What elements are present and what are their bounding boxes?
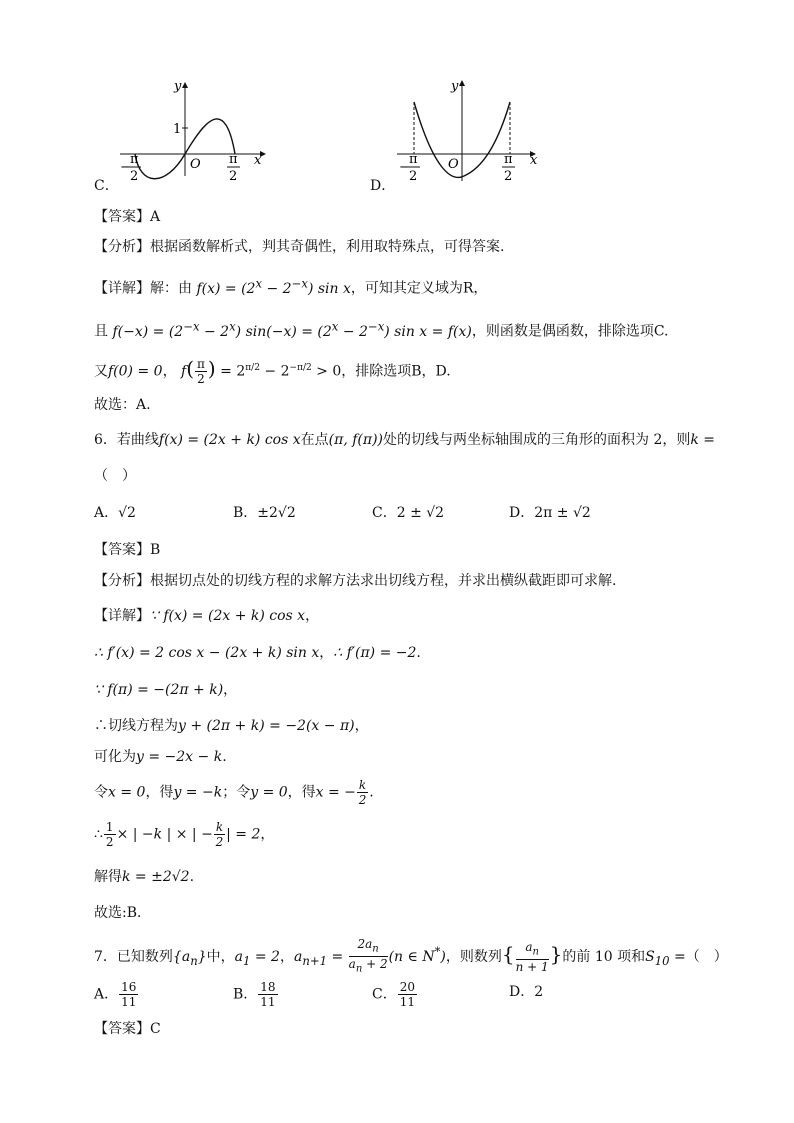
q5-p2e: x: [229, 319, 236, 333]
q6-stem: [94, 430, 715, 450]
q7-eq-paren: =（ ）: [669, 948, 728, 965]
q6-d5b: y = −2x − k: [136, 749, 223, 765]
q6-d8-end: .: [189, 869, 195, 885]
q7-recur: [293, 937, 446, 975]
q7-term-num: [516, 940, 549, 960]
q5-p1: f(−x) = (2: [112, 323, 184, 340]
graph-d-minus: −: [399, 160, 410, 175]
q7-den-a: a: [348, 957, 356, 972]
graph-c-pos-two: 2: [229, 169, 238, 184]
q7-a1-val: = 2: [250, 948, 280, 965]
q6-analysis-tag: 【分析】: [94, 572, 150, 588]
q5-p3e: x: [331, 319, 339, 333]
q7-term-den: n + 1: [515, 960, 549, 975]
q7-option-b: [233, 980, 279, 1009]
q5-rparen: ): [207, 356, 216, 381]
q5-f1b: − 2: [262, 280, 292, 297]
q6-d6g: ，得: [287, 784, 316, 801]
q7-num-sub: n: [372, 943, 379, 955]
q7-an1-sub: n+1: [302, 953, 328, 968]
q6-answer-tag: 【答案】: [94, 541, 150, 557]
graph-c-origin: O: [190, 157, 201, 172]
graph-c-y-label: y: [174, 79, 182, 94]
q7-an1: a: [293, 948, 303, 965]
graph-option-c: [110, 76, 280, 186]
q5-analysis-tag: 【分析】: [94, 238, 150, 254]
graph-c-one-label: 1: [173, 122, 182, 137]
q5-f1b-exp: −x: [291, 276, 308, 290]
q7-seq-sub: n: [190, 953, 198, 968]
q6-d3: ∵ f(π) = −(2π + k): [94, 682, 224, 698]
q6-k-den: 2: [358, 793, 367, 807]
graph-d-y-label: y: [451, 79, 459, 94]
q7-option-a-num: 16: [121, 980, 137, 994]
q6-d8a: 解得: [94, 869, 122, 885]
q6-d6c: ，得: [145, 784, 174, 801]
q6-option-d-value: 2π ± √2: [534, 505, 591, 521]
q7-comma: ，: [279, 948, 294, 965]
q5-f: f: [181, 363, 187, 380]
q7-option-b-label: B．: [233, 986, 258, 1003]
q5-pi-half: [195, 357, 207, 386]
q6-detail-3: [94, 680, 237, 700]
q7-option-c-num: 20: [399, 980, 415, 994]
q7-a1: [234, 948, 280, 968]
q7-term-sub: n: [532, 946, 539, 958]
q5-conclusion: 故选：A.: [94, 397, 151, 413]
graph-c-neg-two: 2: [130, 169, 139, 184]
q7-num-a: 2a: [357, 937, 373, 951]
q6-d7c: | = 2: [226, 826, 261, 843]
q5-comma: ，: [162, 363, 177, 380]
q5-f1: f(x) = (2: [196, 280, 256, 297]
graph-c-option-label: C．: [94, 178, 119, 194]
q6-k: k: [690, 432, 699, 448]
graph-d-origin: O: [448, 157, 459, 172]
q7-option-a-frac: [119, 980, 138, 1009]
q5-pi: π: [197, 357, 205, 371]
q6-d6-end: .: [369, 784, 374, 801]
q7-term-frac: [516, 940, 549, 974]
q7-lbrace: {: [501, 941, 515, 966]
q7-cond-close: ): [440, 948, 446, 965]
q5-f1c: ) sin x: [307, 280, 351, 297]
q6-d6e: ；令: [222, 784, 251, 801]
q7-option-c-den: 11: [399, 995, 415, 1009]
q5-text-domain: ，可知其定义域为R，: [350, 280, 488, 297]
q5-minus-2: − 2: [259, 363, 290, 380]
q6-detail-8: [94, 867, 194, 887]
q5-p4e: −x: [367, 319, 385, 333]
q5-text-exclude: ，排除选项B，D.: [341, 363, 451, 380]
q6-k2-den: 2: [215, 835, 224, 849]
q6-d6h: x = −: [315, 784, 356, 801]
q6-detail-tag: 【详解】: [94, 607, 150, 623]
q6-d6f: y = 0: [250, 784, 288, 801]
q7-recur-num: [349, 937, 388, 957]
q7-recur-frac: [349, 937, 388, 977]
q6-d5-end: .: [222, 749, 227, 765]
q7-stem: [94, 937, 728, 977]
q7-a1-a: a: [234, 948, 243, 965]
q5-formula: [196, 276, 351, 297]
q7-option-b-frac: [258, 980, 277, 1009]
graph-c-pos-pi: π: [229, 152, 238, 167]
q5-text: 解：由: [150, 280, 192, 297]
q6-option-c: [372, 503, 444, 523]
q6-detail-2: [94, 643, 421, 663]
q5-f1-exp: x: [255, 276, 263, 290]
q7-cond: (n ∈ N: [388, 948, 435, 965]
q6-option-b: [233, 503, 296, 523]
q6-option-a-label: A．: [94, 505, 119, 521]
q7-s: S: [645, 948, 655, 965]
q6-d7b: × | −k | × | −: [116, 826, 213, 843]
q5-gt: > 0: [311, 363, 342, 380]
graph-d-pos-two: 2: [504, 169, 513, 184]
graph-d-x-label: x: [530, 153, 538, 168]
q6-d8b: k = ±2√2: [122, 869, 190, 885]
q6-option-a: [94, 503, 136, 523]
q6-half-num: 1: [105, 820, 114, 834]
q6-option-a-value: √2: [118, 505, 136, 521]
q6-d5a: 可化为: [94, 749, 136, 765]
q7-text2: ，则数列: [445, 948, 502, 965]
q6-option-b-label: B．: [233, 505, 258, 521]
q6-answer: [94, 539, 160, 560]
q6-conclusion: 故选:B．: [94, 905, 152, 921]
q6-d2-end: .: [416, 645, 421, 661]
q7-seq: [172, 948, 207, 968]
q5-p5: ) sin x = f(x): [384, 323, 472, 340]
q6-d6a: 令: [94, 784, 108, 801]
q5-detail-line-3: [94, 357, 451, 386]
q7-answer-value: C: [150, 1021, 161, 1037]
q7-option-b-den: 11: [260, 995, 276, 1009]
q5-lparen: (: [186, 356, 195, 381]
q7-seq-a: {a: [172, 948, 191, 965]
q6-detail-6: [94, 778, 374, 807]
q6-d6b: x = 0: [108, 784, 146, 801]
q6-d4b: y + (2π + k) = −2(x − π): [178, 718, 355, 734]
q6-d1: ∵ f(x) = (2x + k) cos x: [150, 608, 306, 624]
q7-a1-sub: 1: [242, 953, 251, 968]
q7-s-sub: 10: [654, 953, 670, 968]
q5-f0: f(0) = 0: [108, 363, 163, 380]
q5-two: 2: [197, 372, 205, 386]
q6-d2: ∴ f′(x) = 2 cos x − (2x + k) sin x: [94, 645, 320, 661]
q6-d4a: ∴切线方程为: [94, 718, 178, 734]
q5-text: 且: [94, 323, 108, 340]
q7-den-sub: n: [355, 963, 363, 975]
q5-analysis: [94, 236, 504, 257]
graph-d-y-arrow: [459, 80, 465, 86]
q5-parity-formula: [112, 319, 472, 340]
q6-detail-4: [94, 716, 369, 736]
q7-option-a-label: A．: [94, 986, 119, 1003]
q7-s10: [645, 948, 670, 968]
q6-k-half: [357, 778, 368, 807]
q6-d3-end: ，: [223, 682, 238, 698]
q6-d2-mid: ，: [319, 645, 334, 661]
q6-k2-num: k: [215, 820, 224, 834]
q6-d4-end: ，: [354, 718, 369, 734]
graph-d-neg-pi: π: [409, 152, 418, 167]
q7-option-c: [372, 980, 418, 1009]
q6-eq: =: [698, 432, 716, 448]
q6-detail-5: [94, 747, 227, 767]
q7-seq-close: }: [197, 948, 207, 965]
q6-half-den: 2: [105, 835, 114, 849]
graph-c-y-arrow: [182, 82, 188, 88]
q6-analysis: [94, 570, 616, 591]
q5-detail-tag: 【详解】: [94, 279, 150, 296]
graph-d-neg-two: 2: [409, 169, 418, 184]
q7-recur-den: [349, 957, 388, 976]
q7-eq: =: [327, 948, 348, 965]
q7-text: 中，: [206, 948, 235, 965]
q5-detail-line-2: [94, 316, 669, 342]
q6-k-half-2: [214, 820, 225, 849]
q5-eq-2: = 2: [215, 363, 246, 380]
q7-answer-tag: 【答案】: [94, 1020, 150, 1036]
q7-option-d: [509, 982, 543, 1002]
q6-option-c-value: 2 ± √2: [396, 505, 445, 521]
q6-answer-value: B: [150, 542, 161, 558]
q7-option-c-frac: [398, 980, 417, 1009]
q6-k-num: k: [358, 778, 367, 792]
q5-analysis-text: 根据函数解析式，判其奇偶性，利用取特殊点，可得答案.: [150, 239, 505, 255]
q5-p1e: −x: [183, 319, 200, 333]
q5-p2: − 2: [199, 323, 230, 340]
graph-d-pos-pi: π: [504, 152, 513, 167]
q6-analysis-text: 根据切点处的切线方程的求解方法求出切线方程，并求出横纵截距即可求解.: [150, 573, 617, 589]
q6-option-c-label: C．: [372, 505, 397, 521]
q6-option-d-label: D．: [509, 505, 535, 521]
q5-exp2: −π/2: [289, 362, 312, 373]
q6-d1-end: ，: [305, 608, 320, 624]
q5-p4: − 2: [338, 323, 368, 340]
graph-option-d: [392, 76, 552, 186]
q6-half: [104, 820, 116, 849]
q6-point: (π, f(π)): [328, 432, 383, 448]
graph-c-neg-pi: π: [130, 152, 139, 167]
q6-d7a: ∴: [94, 826, 103, 843]
q5-answer-value: A: [150, 209, 161, 225]
q5-p3: ) sin(−x) = (2: [235, 323, 332, 340]
graph-d-option-label: D．: [370, 178, 396, 194]
q5-text-even: ，则函数是偶函数，排除选项C.: [471, 323, 669, 340]
q7-option-a-den: 11: [121, 995, 137, 1009]
q5-exp1: π/2: [245, 362, 260, 373]
q6-detail-7: [94, 820, 274, 849]
q6-option-d: [509, 503, 591, 523]
q5-detail-line-1: [94, 273, 487, 299]
q6-func: f(x) = (2x + k) cos x: [158, 432, 301, 448]
graph-c-x-label: x: [254, 153, 262, 168]
q7-option-a: [94, 980, 139, 1009]
q7-term-a: a: [525, 939, 533, 954]
q6-detail-1: [94, 605, 319, 626]
q7-number: 7．已知数列: [94, 948, 173, 965]
q7-den-plus: + 2: [362, 957, 388, 972]
q7-answer: [94, 1018, 161, 1039]
q6-text: 在点: [300, 432, 329, 448]
q6-text2: 处的切线与两坐标轴围成的三角形的面积为 2，则: [383, 432, 691, 448]
q6-option-b-value: ±2√2: [257, 505, 296, 521]
q6-paren: （ ）: [94, 468, 136, 484]
q7-text3: 的前 10 项和: [562, 948, 646, 965]
q5-text: 又: [94, 363, 108, 380]
q7-rbrace: }: [549, 941, 563, 966]
q7-option-c-label: C．: [372, 986, 397, 1003]
q7-cond-star: *: [434, 944, 441, 959]
q7-option-d-label: D．: [509, 984, 535, 1000]
q7-option-b-num: 18: [260, 980, 276, 994]
q6-d6d: y = −k: [173, 784, 223, 801]
q6-d2b: ∴ f′(π) = −2: [333, 645, 417, 661]
q5-answer-tag: 【答案】: [94, 208, 150, 224]
q7-option-d-value: 2: [534, 984, 544, 1000]
q5-answer: [94, 206, 160, 227]
graph-c-minus: −: [120, 160, 131, 175]
q6-d7-end: ，: [260, 826, 275, 843]
q6-number: 6．若曲线: [94, 432, 159, 448]
